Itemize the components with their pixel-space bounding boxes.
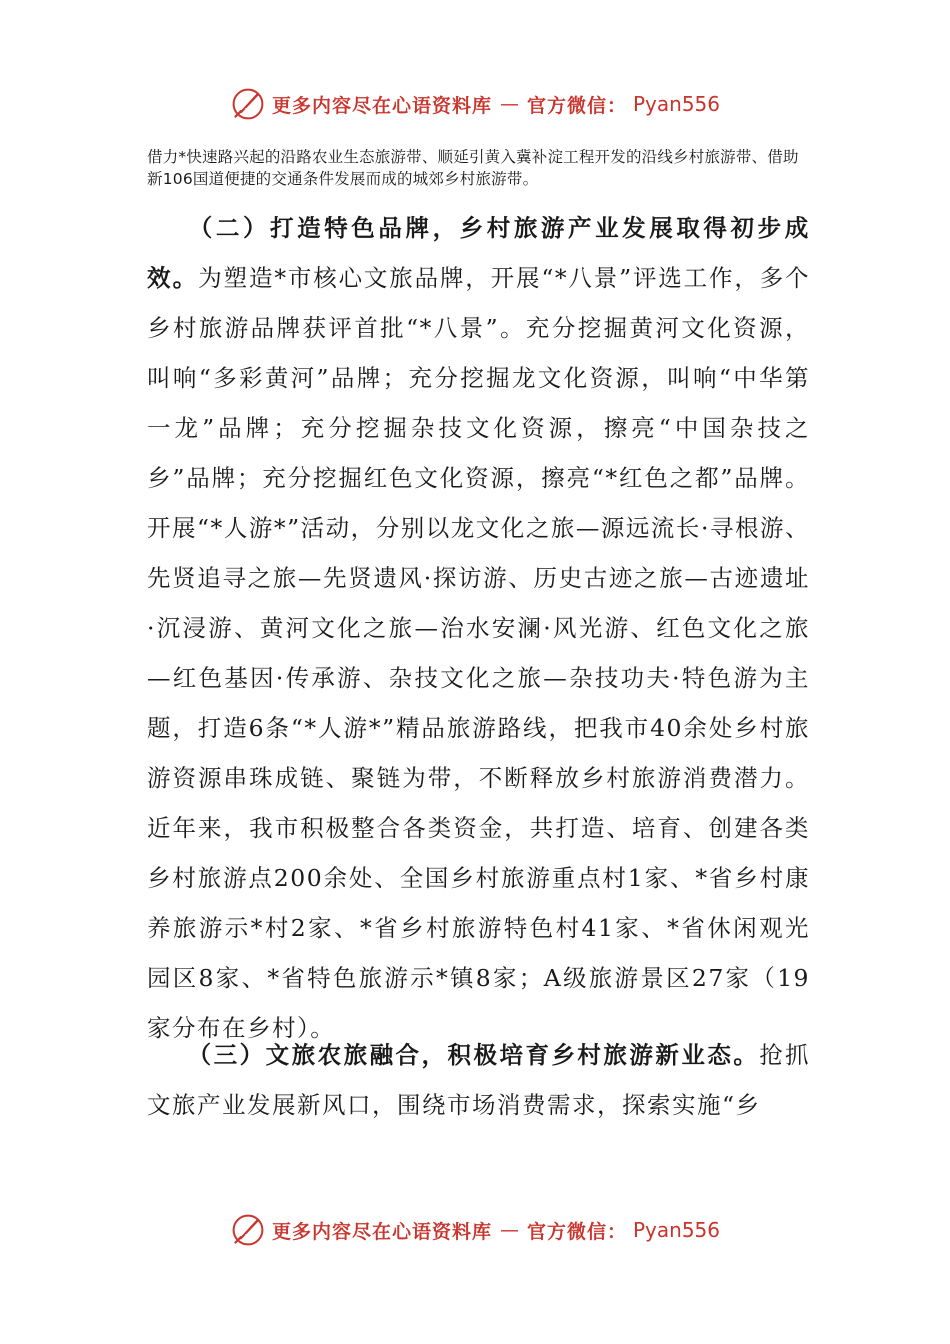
section-2-heading: （二）打造特色品牌，乡村旅游产业发展取得初步成效。 (147, 214, 810, 292)
watermark-label: 官方微信： (526, 1220, 627, 1243)
quill-logo-icon (230, 1212, 266, 1248)
watermark-text: 更多内容尽在心语资料库 (271, 94, 492, 117)
section-2-paragraph (147, 203, 810, 1053)
section-3-heading: （三）文旅农旅融合，积极培育乡村旅游新业态。 (187, 1041, 760, 1069)
section-2-body: 为塑造*市核心文旅品牌，开展“*八景”评选工作，多个乡村旅游品牌获评首批“*八景”。充分挖掘黄河文化资源，叫响“多彩黄河”品牌；充分挖掘龙文化资源，叫响“中华第一龙”品牌；充分挖掘杂技文化资源，擦亮“中国杂技之乡”品牌；充分挖掘红色文化资源，擦亮“*红色之都”品牌。开展“*人游*”活动，分别以龙文化之旅—源远流长·寻根游、先贤追寻之旅—先贤遗风·探访游、历史古迹之旅—古迹遗址·沉浸游、黄河文化之旅—治水安澜·风光游、红色文化之旅—红色基因·传承游、杂技文化之旅—杂技功夫·特色游为主题，打造6条“*人游*”精品旅游路线，把我市40余处乡村旅游资源串珠成链、聚链为带，不断释放乡村旅游消费潜力。近年来，我市积极整合各类资金，共打造、培育、创建各类乡村旅游点200余处、全国乡村旅游重点村1家、*省乡村康养旅游示*村2家、*省乡村旅游特色村41家、*省休闲观光园区8家、*省特色旅游示*镇8家；A级旅游景区27家（19家分布在乡村）。 (147, 264, 811, 1042)
watermark-dash: — (499, 1219, 519, 1241)
quill-logo-icon (230, 86, 266, 122)
watermark-label: 官方微信： (526, 94, 627, 117)
section-3-body: 抢抓文旅产业发展新风口，围绕市场消费需求，探索实施“乡 (147, 1041, 810, 1119)
watermark-account: Pyan556 (633, 1218, 721, 1242)
watermark-account: Pyan556 (633, 92, 721, 116)
watermark-header (0, 86, 950, 122)
intro-paragraph: 借力*快速路兴起的沿路农业生态旅游带、顺延引黄入冀补淀工程开发的沿线乡村旅游带、借助新106国道便捷的交通条件发展而成的城郊乡村旅游带。 (147, 148, 799, 188)
section-3-paragraph (147, 1030, 810, 1130)
watermark-footer (0, 1212, 950, 1248)
watermark-dash: — (499, 93, 519, 115)
watermark-text: 更多内容尽在心语资料库 (271, 1220, 492, 1243)
